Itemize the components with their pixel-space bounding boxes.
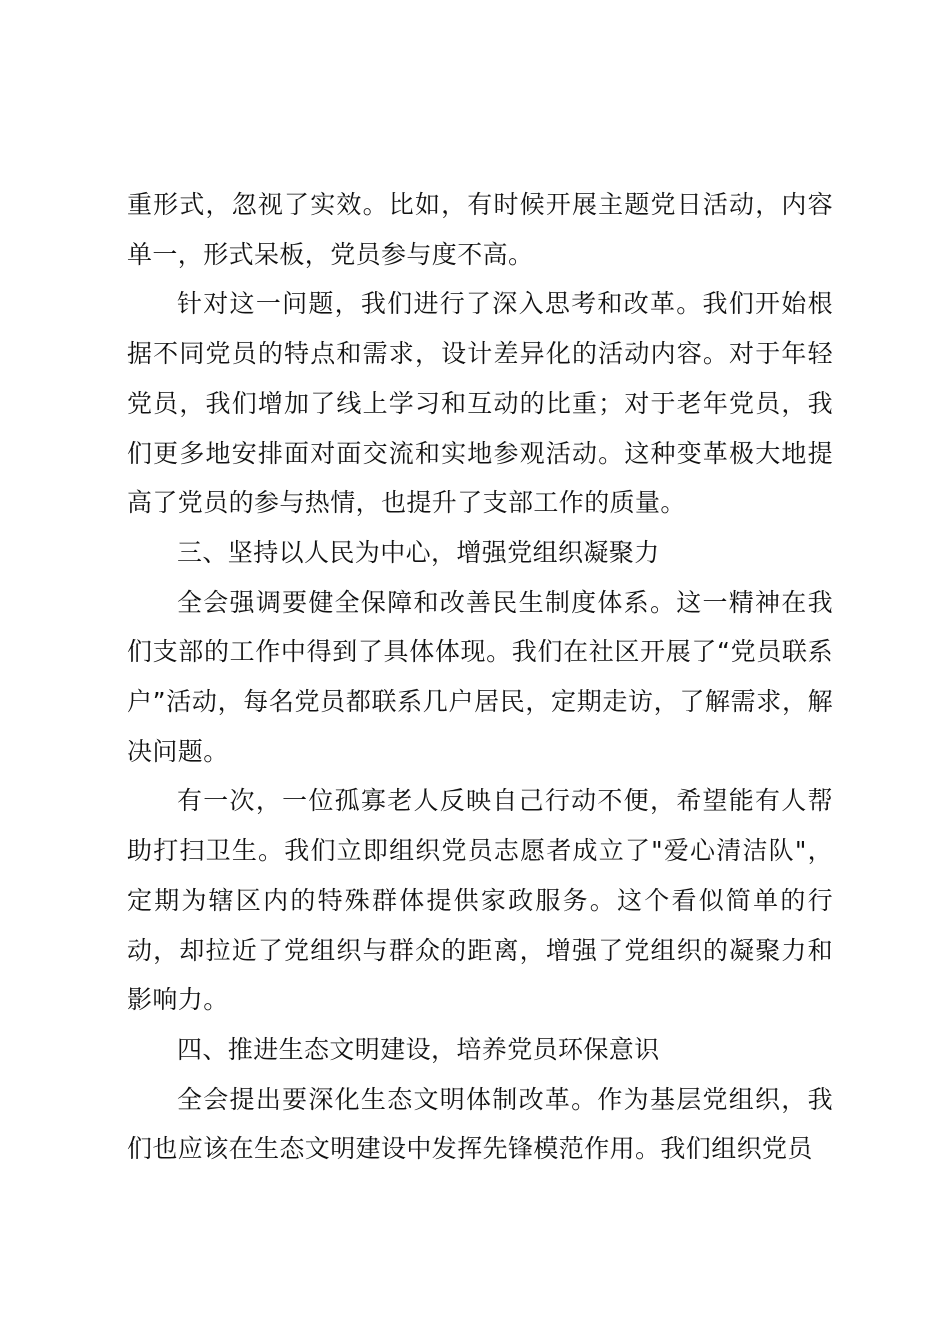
- paragraph: 全会强调要健全保障和改善民生制度体系。这一精神在我们支部的工作中得到了具体体现。我们在社区开展了“党员联系户”活动，每名党员都联系几户居民，定期走访，了解需求，解决问题。: [127, 587, 833, 766]
- paragraph: 有一次，一位孤寡老人反映自己行动不便，希望能有人帮助打扫卫生。我们立即组织党员志愿者成立了"爱心清洁队"，定期为辖区内的特殊群体提供家政服务。这个看似简单的行动，却拉近了党组织与群众的距离，增强了党组织的凝聚力和影响力。: [127, 786, 833, 1015]
- paragraph-continuation: 重形式，忽视了实效。比如，有时候开展主题党日活动，内容单一，形式呆板，党员参与度不高。: [127, 190, 833, 269]
- section-heading-4: 四、推进生态文明建设，培养党员环保意识: [177, 1034, 660, 1064]
- document-body: [127, 180, 833, 1174]
- paragraph: 全会提出要深化生态文明体制改革。作为基层党组织，我们也应该在生态文明建设中发挥先锋模范作用。我们组织党员: [127, 1084, 833, 1164]
- section-heading-3: 三、坚持以人民为中心，增强党组织凝聚力: [177, 537, 660, 567]
- paragraph: 针对这一问题，我们进行了深入思考和改革。我们开始根据不同党员的特点和需求，设计差异化的活动内容。对于年轻党员，我们增加了线上学习和互动的比重；对于老年党员，我们更多地安排面对面交流和实地参观活动。这种变革极大地提高了党员的参与热情，也提升了支部工作的质量。: [127, 289, 833, 518]
